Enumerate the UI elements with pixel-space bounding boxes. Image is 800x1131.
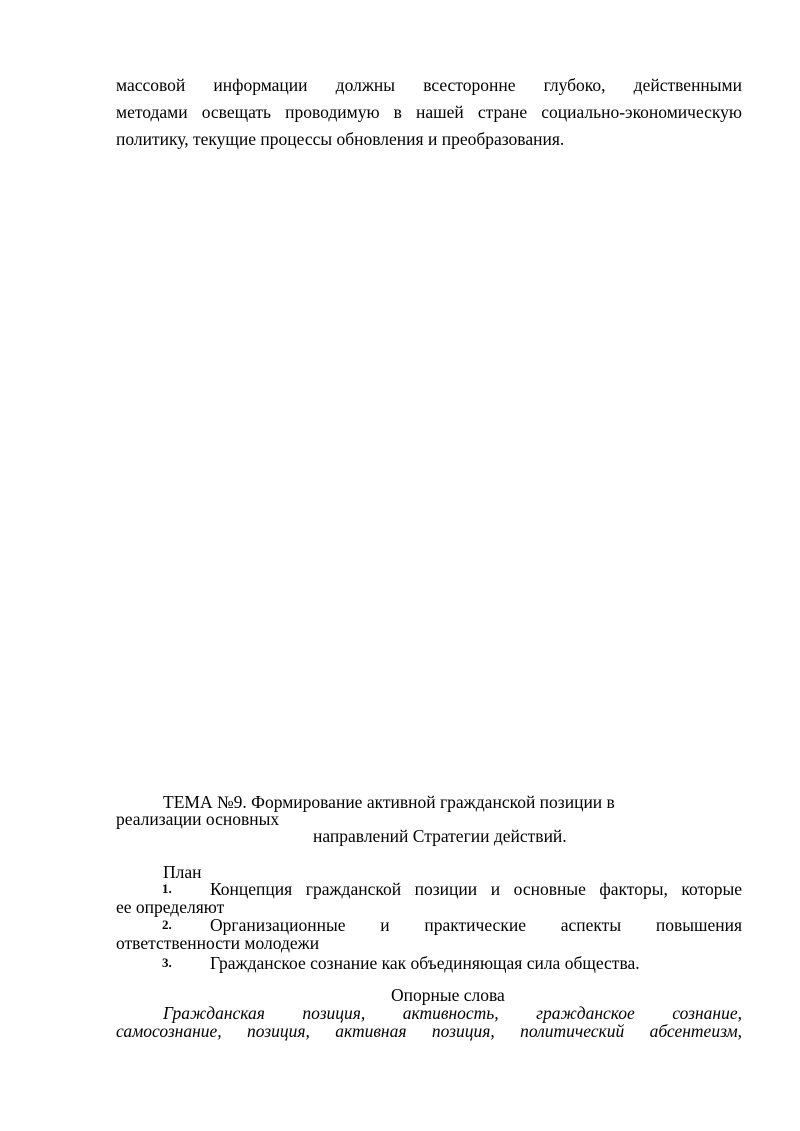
keywords-title: Опорные слова — [391, 985, 505, 1005]
plan-item-continuation: ее определяют — [116, 897, 225, 917]
intro-line-2: методами освещать проводимую в нашей стране социально-экономическую — [116, 102, 742, 122]
intro-line-3: политику, текущие процессы обновления и преобразования. — [116, 129, 565, 149]
plan-item-text: Концепция гражданской позиции и основные факторы, которые — [210, 879, 742, 899]
topic-heading-line-2: реализации основных — [116, 809, 280, 829]
intro-paragraph — [116, 72, 742, 153]
keywords-line-1: Гражданская позиция, активность, гражданское сознание, — [163, 1003, 742, 1023]
plan-item-continuation: ответственности молодежи — [116, 933, 320, 953]
plan-item-number: 1. — [162, 881, 172, 896]
plan-item-text: Гражданское сознание как объединяющая сила общества. — [210, 953, 640, 973]
keywords-line-2: самосознание, позиция, активная позиция, политический абсентеизм, — [116, 1021, 742, 1041]
plan-item-text: Организационные и практические аспекты повышения — [210, 915, 742, 935]
intro-line-1: массовой информации должны всесторонне глубоко, действенными — [116, 75, 742, 95]
topic-heading-line-3: направлений Стратегии действий. — [313, 826, 567, 846]
plan-item — [116, 880, 742, 916]
plan-item-number: 2. — [162, 917, 172, 932]
plan-title: План — [163, 862, 202, 882]
topic-heading-line-1: ТЕМА №9. Формирование активной гражданской позиции в — [163, 792, 615, 812]
plan-item-number: 3. — [162, 955, 172, 970]
plan-item — [116, 954, 742, 972]
plan-item — [116, 916, 742, 952]
